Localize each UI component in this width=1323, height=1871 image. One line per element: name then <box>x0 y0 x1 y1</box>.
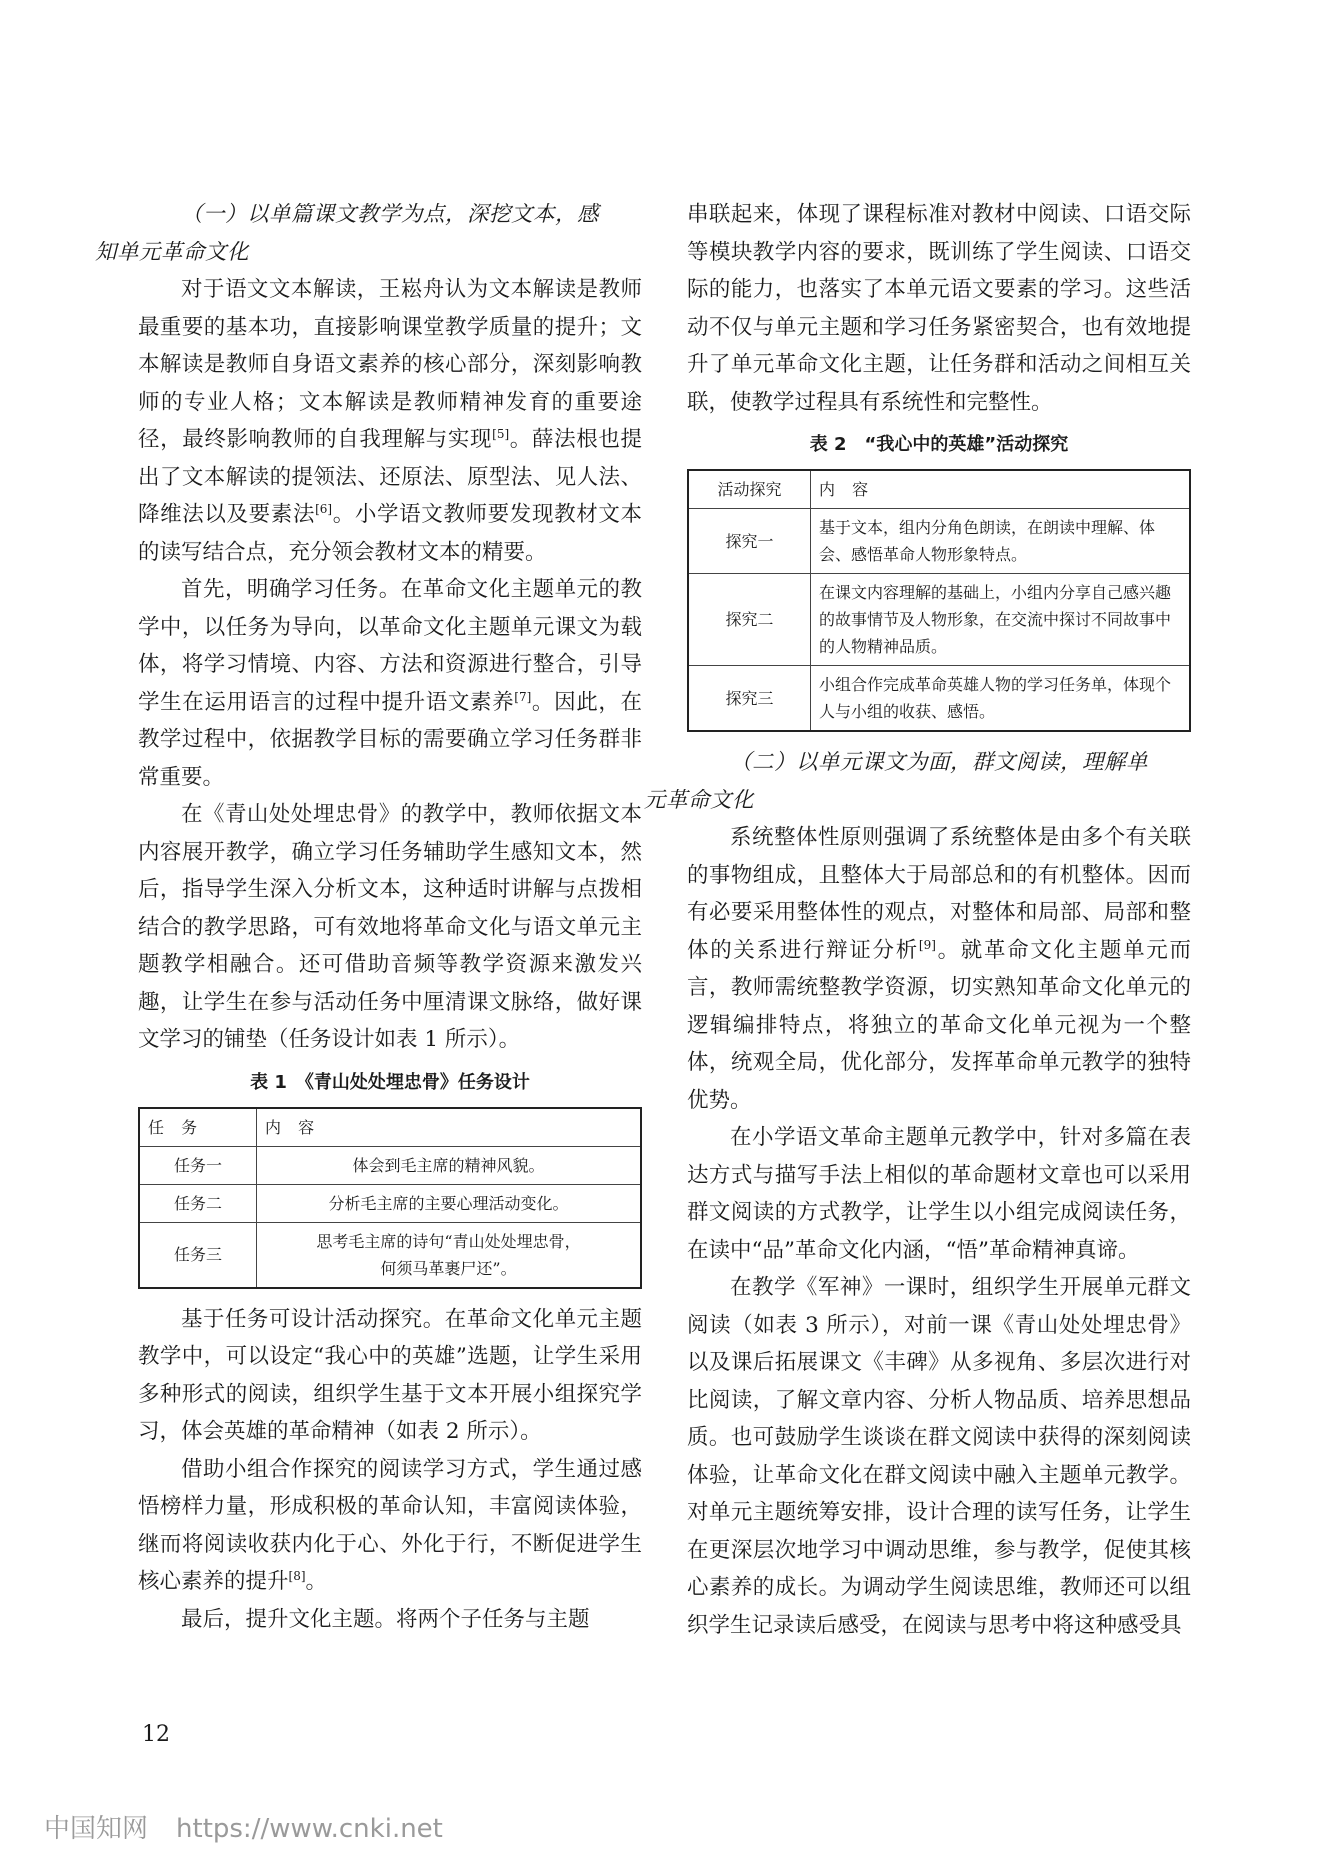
watermark-brand: 中国知网 <box>44 1814 149 1844</box>
section-heading-2 <box>644 744 1191 819</box>
citation: [9] <box>918 937 936 952</box>
table-1 <box>138 1107 642 1289</box>
table-2-caption: 表 2 “我心中的英雄”活动探究 <box>809 434 1069 455</box>
text: 对于语文文本解读，王崧舟认为文本解读是教师最重要的基本功，直接影响课堂教学质量的提升；文本解读是教师自身语文素养的核心部分，深刻影响教师的专业人格；文本解读是教师精神发育的重要途径，最终影响教师的自我理解与实现 <box>138 277 642 452</box>
table-header-cell: 活动探究 <box>688 470 811 509</box>
paragraph <box>138 271 642 571</box>
table-cell: 任务一 <box>139 1146 257 1184</box>
paragraph <box>138 571 642 796</box>
section-heading-1-line1: （一）以单篇课文教学为点，深挖文本，感 <box>181 202 600 227</box>
table-cell: 小组合作完成革命英雄人物的学习任务单，体现个人与小组的收获、感悟。 <box>811 666 1191 732</box>
citation: [8] <box>288 1568 306 1583</box>
table-row <box>688 509 1190 574</box>
text: 。就革命文化主题单元而言，教师需统整教学资源，切实熟知革命文化单元的逻辑编排特点，将独立的革命文化单元视为一个整体，统观全局，优化部分，发挥革命单元教学的独特优势。 <box>687 937 1191 1113</box>
table-row <box>139 1184 641 1222</box>
citation: [6] <box>315 501 333 516</box>
text: 。薛法根也提出了文本解读的提领法、还原法、原型法、见人法、降维法以及要素法 <box>138 427 642 527</box>
table-row <box>688 666 1190 732</box>
section-heading-2-line1: （二）以单元课文为面，群文阅读，理解单 <box>730 750 1149 775</box>
watermark <box>44 1808 443 1845</box>
left-column <box>95 196 642 1638</box>
table-row <box>139 1146 641 1184</box>
text: 系统整体性原则强调了系统整体是由多个有关联的事物组成，且整体大于局部总和的有机整体。因而有必要采用整体性的观点，对整体和局部、局部和整体的关系进行辩证分析 <box>687 825 1191 963</box>
paragraph <box>138 1451 642 1601</box>
page-number: 12 <box>142 1722 170 1747</box>
table-cell: 体会到毛主席的精神风貌。 <box>257 1146 642 1184</box>
section-heading-1 <box>95 196 642 271</box>
table-header-cell: 内 容 <box>811 470 1191 509</box>
citation: [5] <box>492 426 510 441</box>
table-1-caption: 表 1 《青山处处埋忠骨》任务设计 <box>250 1071 530 1093</box>
text: 首先，明确学习任务。在革命文化主题单元的教学中，以任务为导向，以革命文化主题单元课文为载体，将学习情境、内容、方法和资源进行整合，引导学生在运用语言的过程中提升语文素养 <box>138 577 642 715</box>
table-header-row <box>139 1108 641 1147</box>
paragraph: 在小学语文革命主题单元教学中，针对多篇在表达方式与描写手法上相似的革命题材文章也可以采用群文阅读的方式教学，让学生以小组完成阅读任务，在读中“品”革命文化内涵，“悟”革命精神真谛。 <box>687 1125 1191 1263</box>
table-cell-line: 何须马革裹尸还”。 <box>380 1258 517 1278</box>
table-cell: 在课文内容理解的基础上，小组内分享自己感兴趣的故事情节及人物形象，在交流中探讨不同故事中的人物精神品质。 <box>811 574 1191 666</box>
table-cell-line: 思考毛主席的诗句“青山处处埋忠骨， <box>316 1231 581 1251</box>
paragraph: 基于任务可设计活动探究。在革命文化单元主题教学中，可以设定“我心中的英雄”选题，让学生采用多种形式的阅读，组织学生基于文本开展小组探究学习，体会英雄的革命精神（如表 2 所示）。 <box>138 1306 642 1444</box>
paragraph: 串联起来，体现了课程标准对教材中阅读、口语交际等模块教学内容的要求，既训练了学生阅读、口语交际的能力，也落实了本单元语文要素的学习。这些活动不仅与单元主题和学习任务紧密契合，也有效地提升了单元革命文化主题，让任务群和活动之间相互关联，使教学过程具有系统性和完整性。 <box>687 202 1191 415</box>
table-cell: 任务三 <box>139 1222 257 1288</box>
table-cell: 探究二 <box>688 574 811 666</box>
text: 。因此，在教学过程中，依据教学目标的需要确立学习任务群非常重要。 <box>138 689 642 790</box>
table-cell: 探究一 <box>688 509 811 574</box>
table-header-row <box>688 470 1190 509</box>
text: 。小学语文教师要发现教材文本的读写结合点，充分领会教材文本的精要。 <box>138 502 642 565</box>
table-cell: 分析毛主席的主要心理活动变化。 <box>257 1184 642 1222</box>
text: 。 <box>305 1569 328 1594</box>
watermark-url[interactable]: https://www.cnki.net <box>176 1814 443 1844</box>
paragraph: 在《青山处处埋忠骨》的教学中，教师依据文本内容展开教学，确立学习任务辅助学生感知文本，然后，指导学生深入分析文本，这种适时讲解与点拨相结合的教学思路，可有效地将革命文化与语文单元主题教学相融合。还可借助音频等教学资源来激发兴趣，让学生在参与活动任务中厘清课文脉络，做好课文学习的铺垫（任务设计如表 1 所示）。 <box>138 802 642 1052</box>
table-2 <box>687 469 1191 732</box>
table-cell: 任务二 <box>139 1184 257 1222</box>
right-column <box>644 196 1191 1644</box>
table-cell <box>257 1222 642 1288</box>
paragraph: 最后，提升文化主题。将两个子任务与主题 <box>181 1606 590 1632</box>
table-header-cell: 内 容 <box>257 1108 642 1147</box>
paragraph <box>687 819 1191 1119</box>
text: 借助小组合作探究的阅读学习方式，学生通过感悟榜样力量，形成积极的革命认知，丰富阅读体验，继而将阅读收获内化于心、外化于行，不断促进学生核心素养的提升 <box>138 1456 642 1594</box>
section-heading-2-line2: 元革命文化 <box>644 787 755 813</box>
table-cell: 探究三 <box>688 666 811 732</box>
paragraph: 在教学《军神》一课时，组织学生开展单元群文阅读（如表 3 所示），对前一课《青山处处埋忠骨》以及课后拓展课文《丰碑》从多视角、多层次进行对比阅读，了解文章内容、分析人物品质、培养思想品质。也可鼓励学生谈谈在群文阅读中获得的深刻阅读体验，让革命文化在群文阅读中融入主题单元教学。对单元主题统筹安排，设计合理的读写任务，让学生在更深层次地学习中调动思维，参与教学，促使其核心素养的成长。为调动学生阅读思维，教师还可以组织学生记录读后感受，在阅读与思考中将这种感受具 <box>687 1275 1191 1638</box>
section-heading-1-line2: 知单元革命文化 <box>95 239 250 265</box>
table-cell: 基于文本，组内分角色朗读，在朗读中理解、体会、感悟革命人物形象特点。 <box>811 509 1191 574</box>
table-row <box>688 574 1190 666</box>
table-row <box>139 1222 641 1288</box>
table-header-cell: 任 务 <box>139 1108 257 1147</box>
citation: [7] <box>514 689 532 704</box>
